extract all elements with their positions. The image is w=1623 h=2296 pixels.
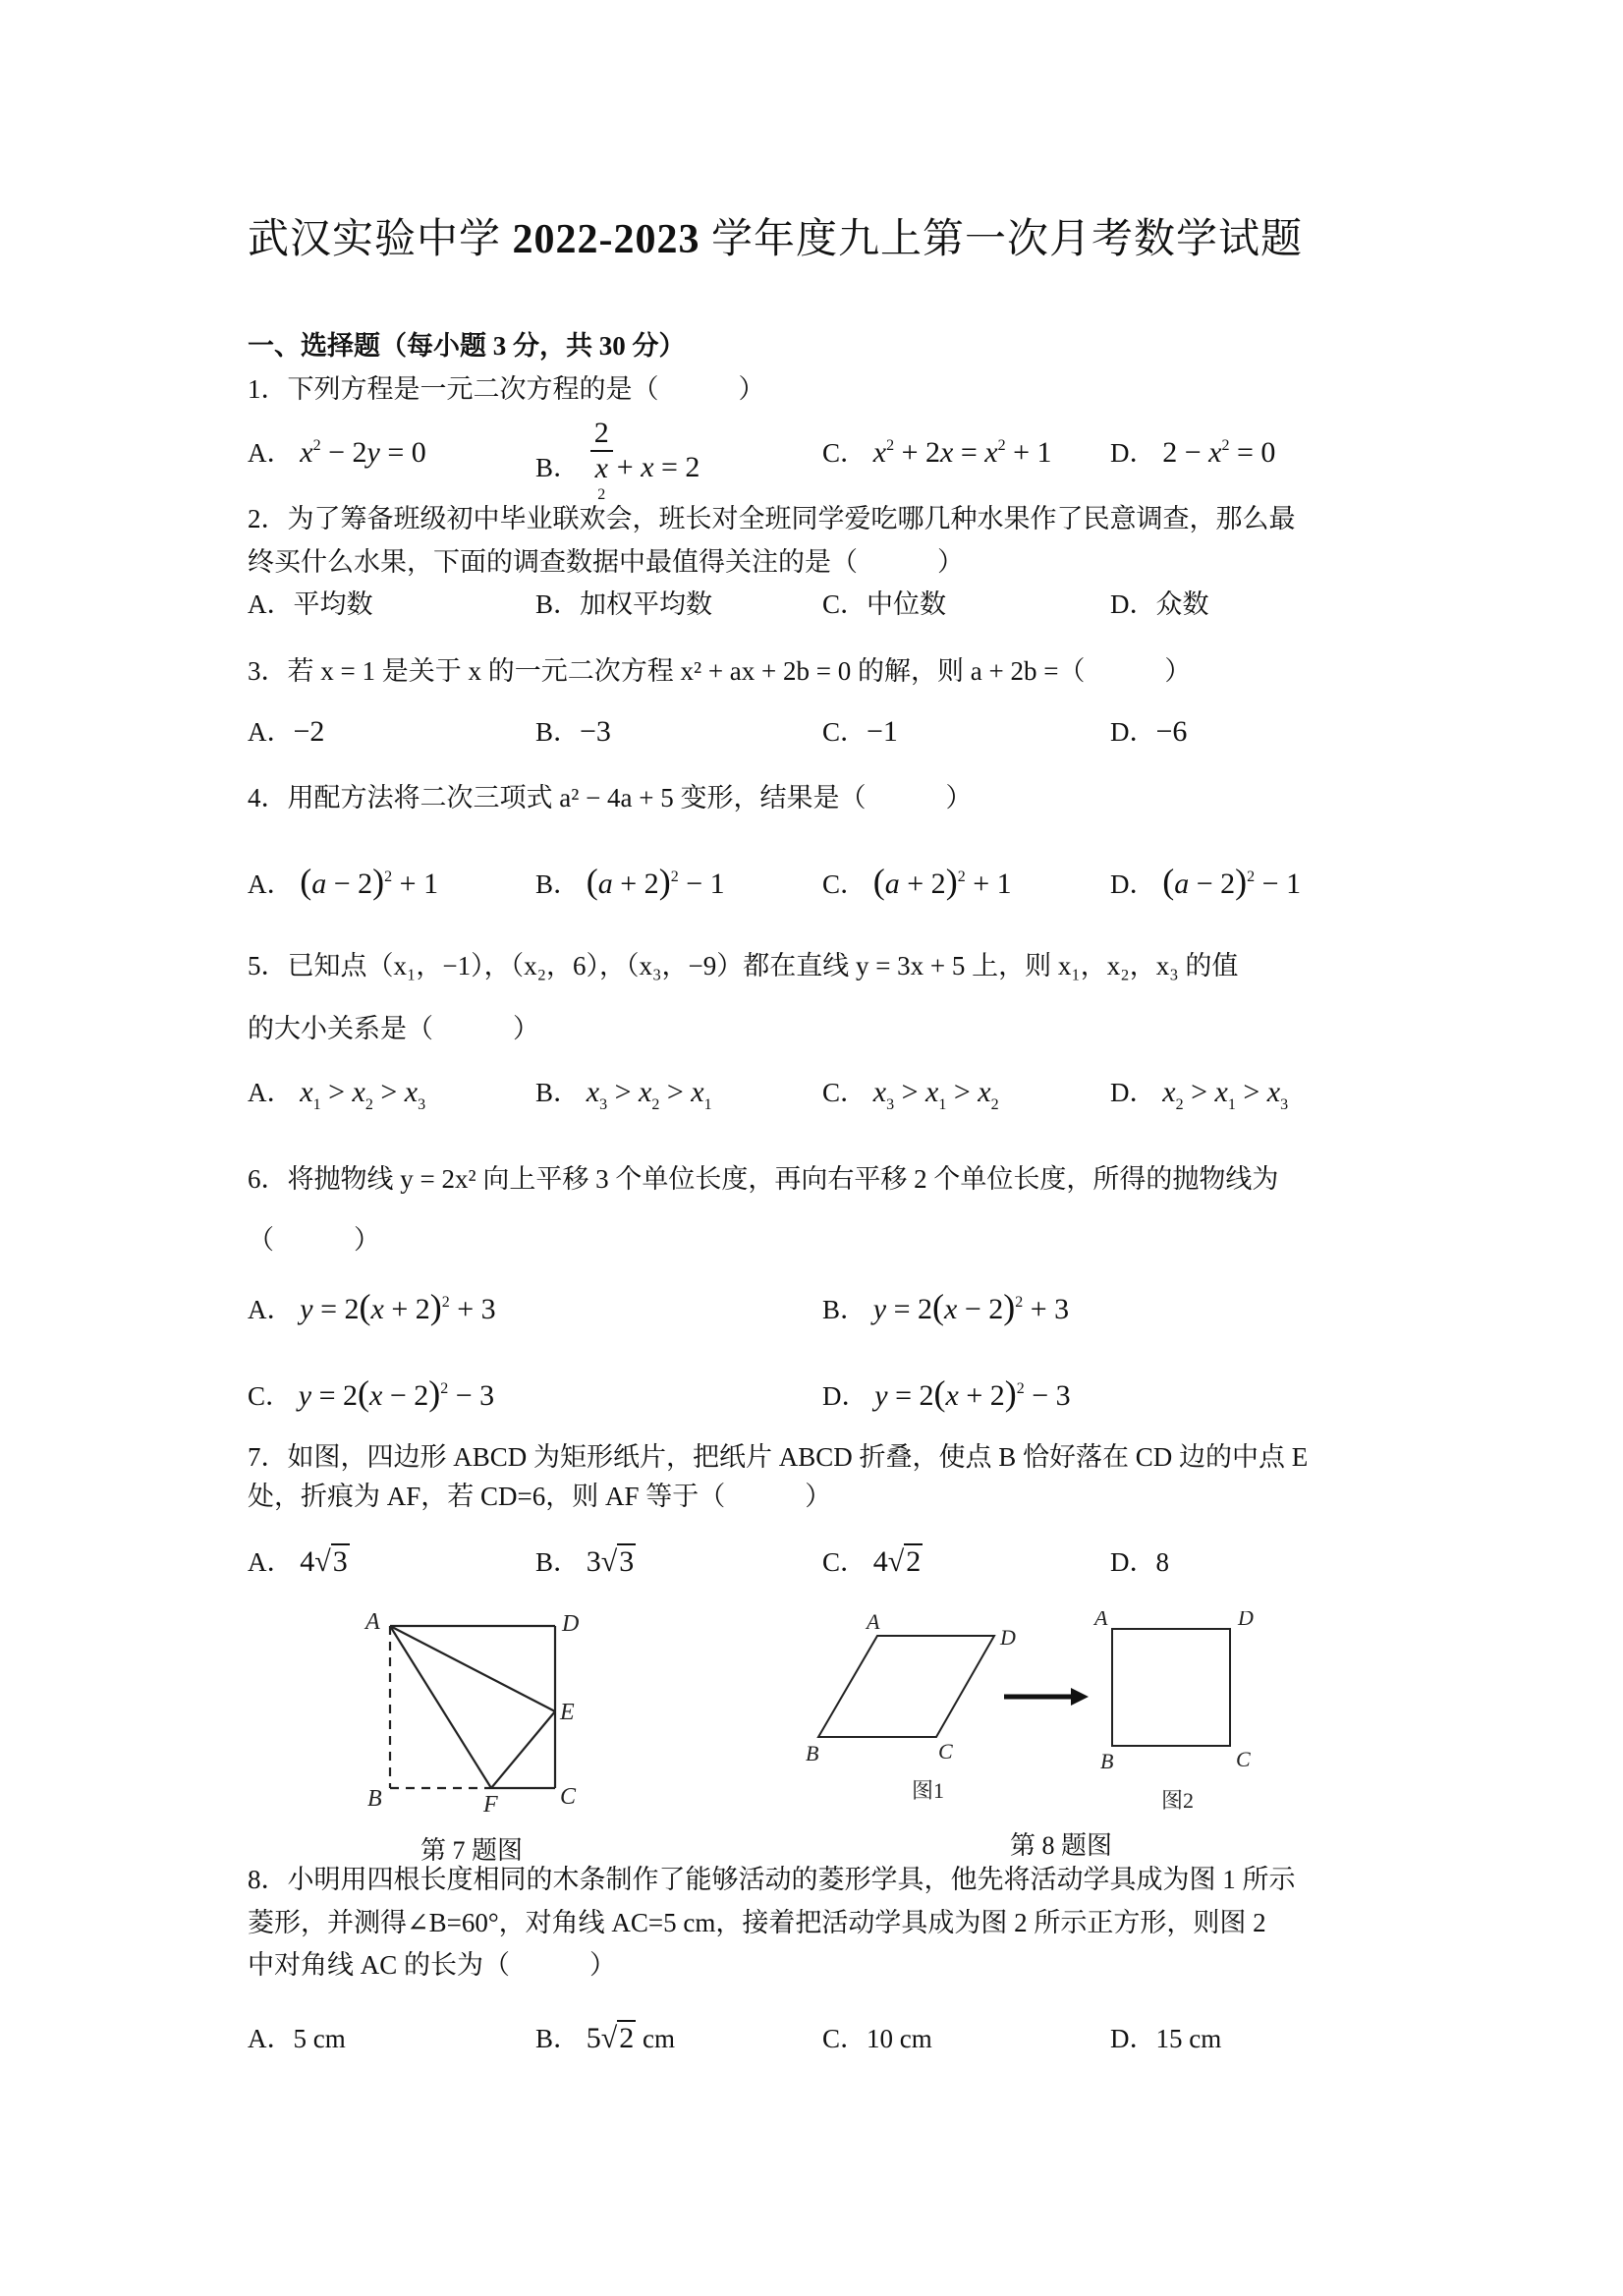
option-math: $(a + 2)^2 + 1$ bbox=[872, 862, 1012, 901]
option-label: D． bbox=[1110, 1078, 1156, 1107]
option-label: C． bbox=[822, 717, 867, 747]
q7-option-c bbox=[822, 1545, 923, 1579]
option-text: 8 bbox=[1155, 1547, 1169, 1577]
question-text: 已知点（x₁，−1），（x₂，6），（x₃，−9）都在直线 y = 3x + 5 上，则 x₁，x₂，x₃ 的值 bbox=[287, 951, 1239, 980]
title-year: 2022-2023 bbox=[512, 217, 700, 262]
rhombus-label-b: B bbox=[806, 1741, 819, 1765]
question-8-stem-line2: 菱形，并测得∠B=60°，对角线 AC=5 cm，接着把活动学具成为图 2 所示正方形，则图 2 bbox=[248, 1908, 1266, 1937]
option-math: $2 - x^2 = 0$ bbox=[1162, 436, 1276, 469]
question-number: 7． bbox=[248, 1442, 288, 1472]
option-label: C． bbox=[822, 1547, 867, 1577]
option-math: 5√2 bbox=[586, 2022, 635, 2054]
q2-option-a bbox=[248, 588, 373, 621]
question-2-stem-line2: 终买什么水果，下面的调查数据中最值得关注的是（ ） bbox=[248, 547, 964, 577]
option-text: 5 cm bbox=[293, 2024, 346, 2053]
option-label: B． bbox=[535, 1078, 581, 1107]
question-number: 5． bbox=[248, 951, 288, 980]
q6-option-a bbox=[248, 1287, 496, 1326]
fold-fe bbox=[491, 1711, 555, 1788]
question-text: 下列方程是一元二次方程的是（ ） bbox=[287, 374, 765, 404]
option-math: $(a - 2)^2 - 1$ bbox=[1162, 862, 1302, 901]
q3-option-c bbox=[822, 715, 898, 749]
question-number: 3． bbox=[248, 656, 288, 686]
subfigure-2-label: 图2 bbox=[1161, 1788, 1195, 1813]
option-label: B． bbox=[535, 2024, 581, 2053]
option-math: $x^2 + 2x = x^2 + 1$ bbox=[872, 436, 1052, 469]
question-text: 如图，四边形 ABCD 为矩形纸片，把纸片 ABCD 折叠，使点 B 恰好落在 CD 边的中点 E bbox=[287, 1442, 1309, 1472]
option-label: D． bbox=[822, 1381, 868, 1411]
figure-7-caption: 第 7 题图 bbox=[420, 1836, 524, 1865]
q2-option-c bbox=[822, 588, 946, 621]
option-math: $x^2 - 2y = 0$ bbox=[300, 436, 426, 469]
point-label-a: A bbox=[365, 1609, 380, 1635]
option-text: 众数 bbox=[1155, 589, 1209, 619]
figure-7-rectangle-fold bbox=[354, 1601, 589, 1857]
q7-option-d bbox=[1110, 1545, 1169, 1579]
point-label-b: B bbox=[367, 1786, 382, 1812]
title-school: 武汉实验中学 bbox=[248, 217, 513, 262]
option-label: D． bbox=[1110, 717, 1156, 747]
q6-option-d bbox=[822, 1373, 1071, 1413]
title-subject: 学年度九上第一次月考数学试题 bbox=[700, 217, 1304, 262]
option-text: −6 bbox=[1155, 715, 1188, 748]
option-label: A． bbox=[248, 869, 294, 899]
fold-af bbox=[390, 1626, 491, 1788]
question-number: 6． bbox=[248, 1164, 288, 1194]
option-text: 中位数 bbox=[867, 589, 947, 619]
option-text: −3 bbox=[580, 715, 611, 748]
q2-option-d bbox=[1110, 588, 1209, 621]
option-label: B． bbox=[822, 1295, 867, 1324]
question-text: 用配方法将二次三项式 a² − 4a + 5 变形，结果是（ ） bbox=[287, 783, 973, 812]
arrow-icon bbox=[1004, 1688, 1089, 1706]
question-2-stem bbox=[248, 503, 1296, 534]
option-label: B． bbox=[535, 453, 581, 482]
q3-option-a bbox=[248, 715, 324, 749]
q6-option-b bbox=[822, 1287, 1070, 1326]
option-label: B． bbox=[535, 717, 581, 747]
q7-option-b bbox=[535, 1545, 636, 1579]
question-text: 为了筹备班级初中毕业联欢会，班长对全班同学爱吃哪几种水果作了民意调查，那么最 bbox=[287, 504, 1296, 533]
question-6-stem bbox=[248, 1163, 1278, 1195]
option-label: B． bbox=[535, 869, 581, 899]
question-7-stem bbox=[248, 1441, 1308, 1473]
option-label: C． bbox=[822, 438, 867, 468]
question-1-stem bbox=[248, 373, 765, 405]
rhombus-label-a: A bbox=[867, 1611, 880, 1634]
q8-option-d bbox=[1110, 2022, 1221, 2055]
option-math: 4√3 bbox=[300, 1545, 348, 1578]
q8-option-c bbox=[822, 2022, 932, 2055]
question-number: 8． bbox=[248, 1865, 288, 1894]
question-4-stem bbox=[248, 782, 973, 813]
figure-8-caption: 第 8 题图 bbox=[1010, 1831, 1113, 1860]
option-label: A． bbox=[248, 717, 294, 747]
q5-option-a bbox=[248, 1076, 426, 1113]
option-label: D． bbox=[1110, 438, 1156, 468]
q6-option-c bbox=[248, 1373, 495, 1413]
option-math: $x_2 > x_1 > x_3$ bbox=[1162, 1076, 1289, 1113]
q5-option-c bbox=[822, 1076, 999, 1113]
question-number: 2． bbox=[248, 504, 288, 533]
option-label: A． bbox=[248, 1547, 294, 1577]
option-text: 10 cm bbox=[867, 2024, 932, 2053]
q4-option-a bbox=[248, 862, 439, 901]
option-label: D． bbox=[1110, 869, 1156, 899]
question-8-stem bbox=[248, 1864, 1296, 1895]
q5-option-d bbox=[1110, 1076, 1289, 1113]
option-label: A． bbox=[248, 1295, 294, 1324]
option-math: $(a - 2)^2 + 1$ bbox=[300, 862, 439, 901]
option-math: 4√2 bbox=[872, 1545, 922, 1578]
option-math: + x = 2 bbox=[616, 451, 700, 483]
section-heading: 一、选择题（每小题 3 分，共 30 分） bbox=[248, 331, 686, 361]
option-text: 加权平均数 bbox=[580, 589, 713, 619]
option-label: C． bbox=[248, 1381, 293, 1411]
fraction: 2 x $^2$ bbox=[590, 417, 613, 519]
point-label-d: D bbox=[562, 1611, 580, 1637]
q1-option-c bbox=[822, 436, 1052, 470]
q3-option-b bbox=[535, 715, 611, 749]
option-label: B． bbox=[535, 589, 581, 619]
rhombus-label-c: C bbox=[938, 1739, 953, 1764]
option-math: $y = 2(x - 2)^2 + 3$ bbox=[872, 1287, 1070, 1326]
q1-option-a bbox=[248, 436, 426, 470]
square-label-d: D bbox=[1238, 1611, 1254, 1630]
q3-option-d bbox=[1110, 715, 1187, 749]
option-label: C． bbox=[822, 869, 867, 899]
point-label-c: C bbox=[560, 1784, 577, 1810]
option-math: $y = 2(x - 2)^2 - 3$ bbox=[298, 1373, 495, 1413]
option-label: D． bbox=[1110, 589, 1156, 619]
rhombus-label-d: D bbox=[1000, 1625, 1016, 1650]
question-text: 若 x = 1 是关于 x 的一元二次方程 x² + ax + 2b = 0 的解，则 a + 2b =（ ） bbox=[287, 656, 1192, 686]
square-label-b: B bbox=[1100, 1749, 1114, 1773]
option-math: $x_1 > x_2 > x_3$ bbox=[300, 1076, 426, 1113]
q1-option-d bbox=[1110, 436, 1275, 470]
option-label: A． bbox=[248, 1078, 294, 1107]
question-number: 4． bbox=[248, 783, 288, 812]
question-8-stem-line3: 中对角线 AC 的长为（ ） bbox=[248, 1950, 617, 1980]
q2-option-b bbox=[535, 588, 712, 621]
option-label: B． bbox=[535, 1547, 581, 1577]
option-text: −1 bbox=[867, 715, 898, 748]
q4-option-c bbox=[822, 862, 1012, 901]
option-math: $x_3 > x_2 > x_1$ bbox=[586, 1076, 712, 1113]
question-number: 1． bbox=[248, 374, 288, 404]
option-math: 3√3 bbox=[586, 1545, 635, 1578]
option-text: −2 bbox=[293, 715, 325, 748]
question-5-stem-line2: 的大小关系是（ ） bbox=[248, 1014, 539, 1043]
option-label: C． bbox=[822, 2024, 867, 2053]
point-label-f: F bbox=[483, 1792, 498, 1818]
option-label: C． bbox=[822, 589, 867, 619]
question-3-stem bbox=[248, 655, 1191, 687]
q4-option-d bbox=[1110, 862, 1302, 901]
option-math: $x_3 > x_1 > x_2$ bbox=[872, 1076, 999, 1113]
question-5-stem bbox=[248, 950, 1238, 981]
option-label: A． bbox=[248, 438, 294, 468]
fold-ae bbox=[390, 1626, 555, 1711]
subfigure-1-label: 图1 bbox=[912, 1778, 945, 1803]
question-text: 小明用四根长度相同的木条制作了能够活动的菱形学具，他先将活动学具成为图 1 所示 bbox=[287, 1865, 1296, 1894]
q4-option-b bbox=[535, 862, 725, 901]
option-label: C． bbox=[822, 1078, 867, 1107]
option-math: $y = 2(x + 2)^2 + 3$ bbox=[300, 1287, 496, 1326]
q8-option-a bbox=[248, 2022, 346, 2055]
page-title bbox=[248, 214, 1303, 265]
option-label: A． bbox=[248, 589, 294, 619]
point-label-e: E bbox=[560, 1700, 575, 1725]
rhombus-shape bbox=[818, 1636, 994, 1737]
square-shape bbox=[1112, 1629, 1230, 1746]
option-text: 15 cm bbox=[1155, 2024, 1222, 2053]
q7-option-a bbox=[248, 1545, 350, 1579]
square-label-c: C bbox=[1236, 1747, 1251, 1771]
q8-option-b: B． 5√2 cm bbox=[535, 2022, 675, 2054]
option-label: D． bbox=[1110, 1547, 1156, 1577]
q5-option-b bbox=[535, 1076, 712, 1113]
question-text: 将抛物线 y = 2x² 向上平移 3 个单位长度，再向右平移 2 个单位长度，所得的抛物线为 bbox=[287, 1164, 1279, 1194]
option-text: 平均数 bbox=[293, 589, 373, 619]
option-math: $(a + 2)^2 - 1$ bbox=[586, 862, 725, 901]
figure-8-rhombus-to-square bbox=[796, 1611, 1267, 1818]
option-label: A． bbox=[248, 2024, 294, 2053]
square-label-a: A bbox=[1094, 1611, 1108, 1630]
option-math: $y = 2(x + 2)^2 - 3$ bbox=[874, 1373, 1071, 1413]
question-7-stem-line2: 处，折痕为 AF，若 CD=6，则 AF 等于（ ） bbox=[248, 1482, 832, 1511]
question-6-stem-line2: （ ） bbox=[248, 1225, 380, 1255]
option-label: D． bbox=[1110, 2024, 1156, 2053]
